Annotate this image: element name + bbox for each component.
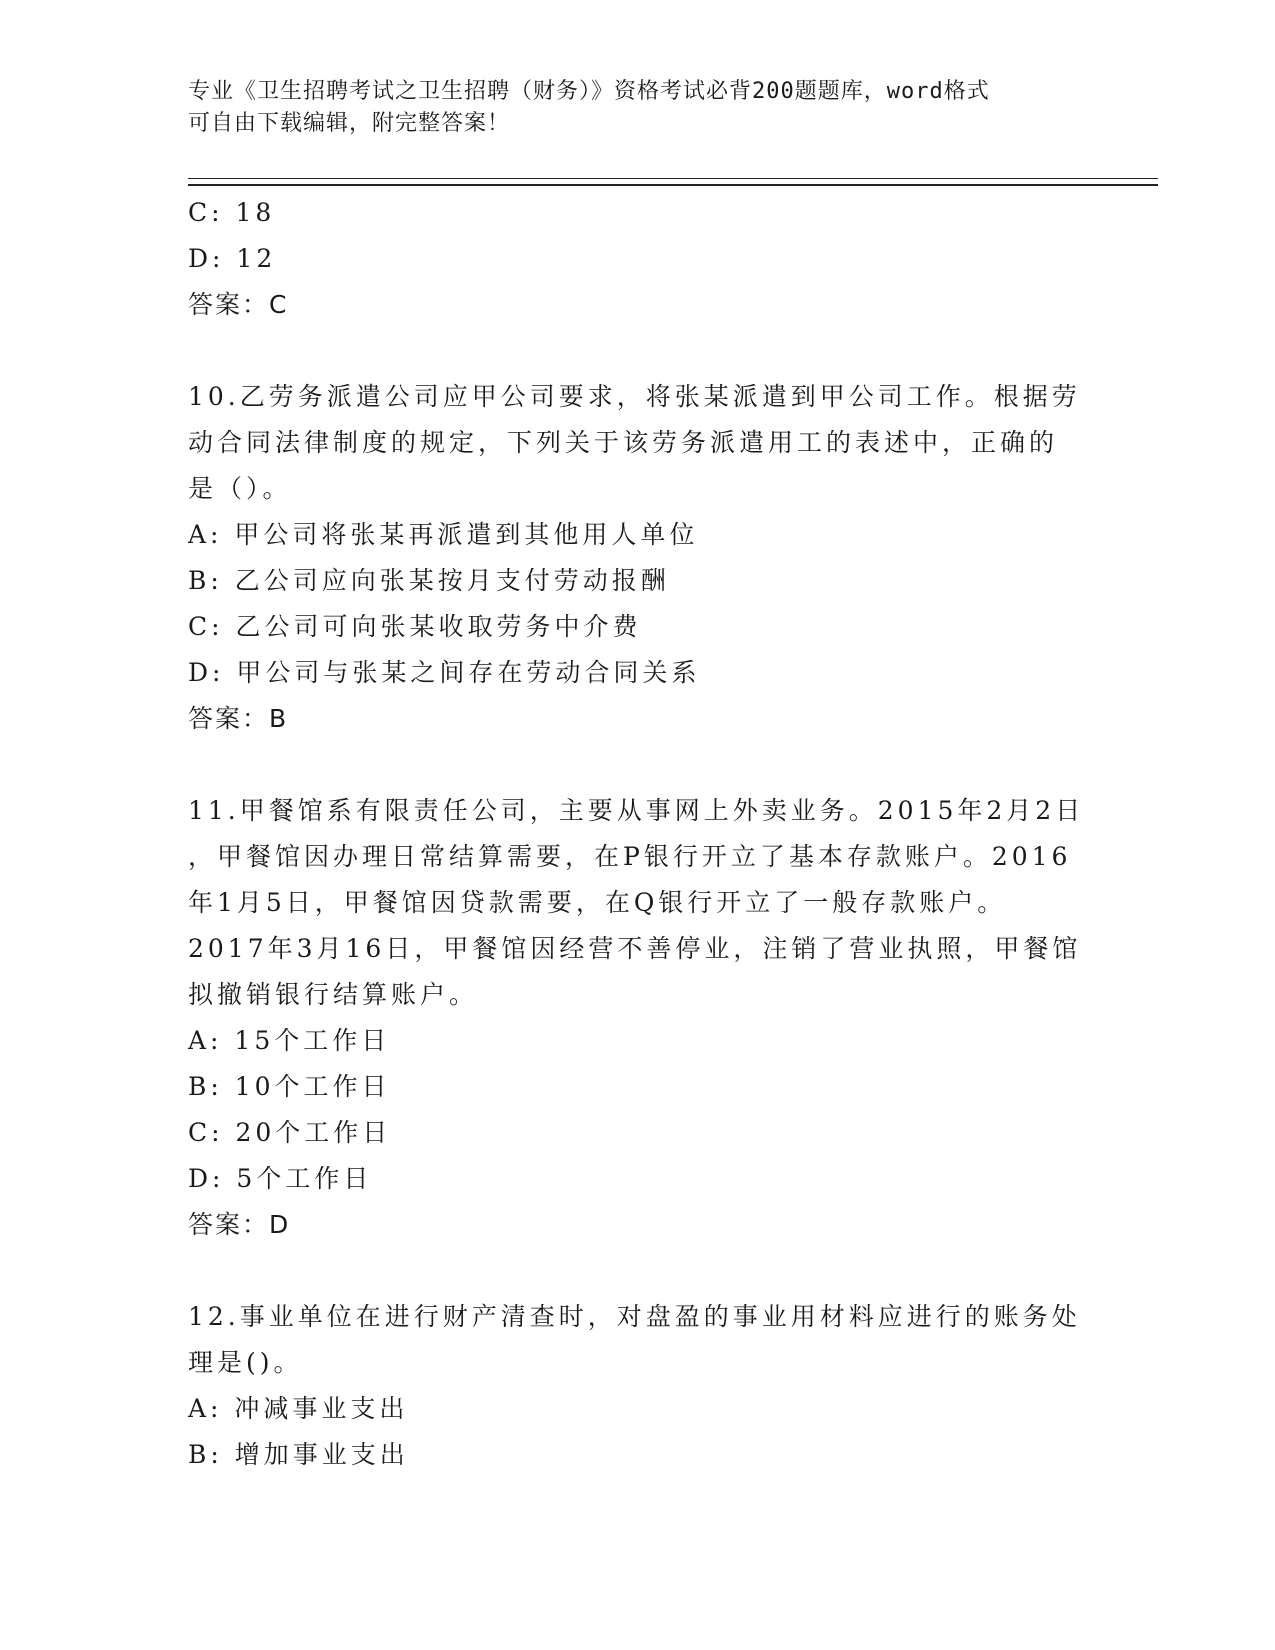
question-text: 11.甲餐馆系有限责任公司，主要从事网上外卖业务。2015年2月2日 <box>188 796 1085 825</box>
option-c: C: 乙公司可向张某收取劳务中介费 <box>188 612 642 641</box>
option-d: D: 甲公司与张某之间存在劳动合同关系 <box>188 658 701 687</box>
question-text: 是（）。 <box>188 474 292 503</box>
document-body <box>188 190 1088 1478</box>
header-title-line-1: 专业《卫生招聘考试之卫生招聘（财务）》资格考试必背200题题库，word格式 <box>188 79 990 104</box>
question-9-tail <box>188 190 1088 328</box>
option-c: C: 20个工作日 <box>188 1118 392 1147</box>
option-a: A: 甲公司将张某再派遣到其他用人单位 <box>188 520 699 549</box>
question-text: 拟撤销银行结算账户。 <box>188 980 479 1009</box>
option-a: A: 冲减事业支出 <box>188 1394 409 1423</box>
question-text: 2017年3月16日，甲餐馆因经营不善停业，注销了营业执照，甲餐馆 <box>188 934 1082 963</box>
question-text: 10.乙劳务派遣公司应甲公司要求，将张某派遣到甲公司工作。根据劳 <box>188 382 1081 411</box>
spacer <box>188 742 1088 788</box>
question-text: 理是()。 <box>188 1348 303 1377</box>
option-b: B: 乙公司应向张某按月支付劳动报酬 <box>188 566 670 595</box>
option-a: A: 15个工作日 <box>188 1026 391 1055</box>
document-header <box>188 76 1088 140</box>
answer: 答案：B <box>188 704 289 733</box>
spacer <box>188 1248 1088 1294</box>
option-b: B: 10个工作日 <box>188 1072 391 1101</box>
question-10 <box>188 374 1088 742</box>
header-title-line-2: 可自由下载编辑，附完整答案！ <box>188 111 511 136</box>
question-text: ，甲餐馆因办理日常结算需要，在P银行开立了基本存款账户。2016 <box>188 842 1072 871</box>
question-12 <box>188 1294 1088 1478</box>
spacer <box>188 328 1088 374</box>
answer: 答案：C <box>188 290 289 319</box>
option-c: C: 18 <box>188 198 276 227</box>
answer: 答案：D <box>188 1210 291 1239</box>
question-text: 动合同法律制度的规定，下列关于该劳务派遣用工的表述中，正确的 <box>188 428 1059 457</box>
option-d: D: 5个工作日 <box>188 1164 373 1193</box>
header-divider <box>188 178 1158 186</box>
option-b: B: 增加事业支出 <box>188 1440 409 1469</box>
option-d: D: 12 <box>188 244 277 273</box>
question-text: 12.事业单位在进行财产清查时，对盘盈的事业用材料应进行的账务处 <box>188 1302 1081 1331</box>
question-11 <box>188 788 1088 1248</box>
question-text: 年1月5日，甲餐馆因贷款需要，在Q银行开立了一般存款账户。 <box>188 888 1007 917</box>
